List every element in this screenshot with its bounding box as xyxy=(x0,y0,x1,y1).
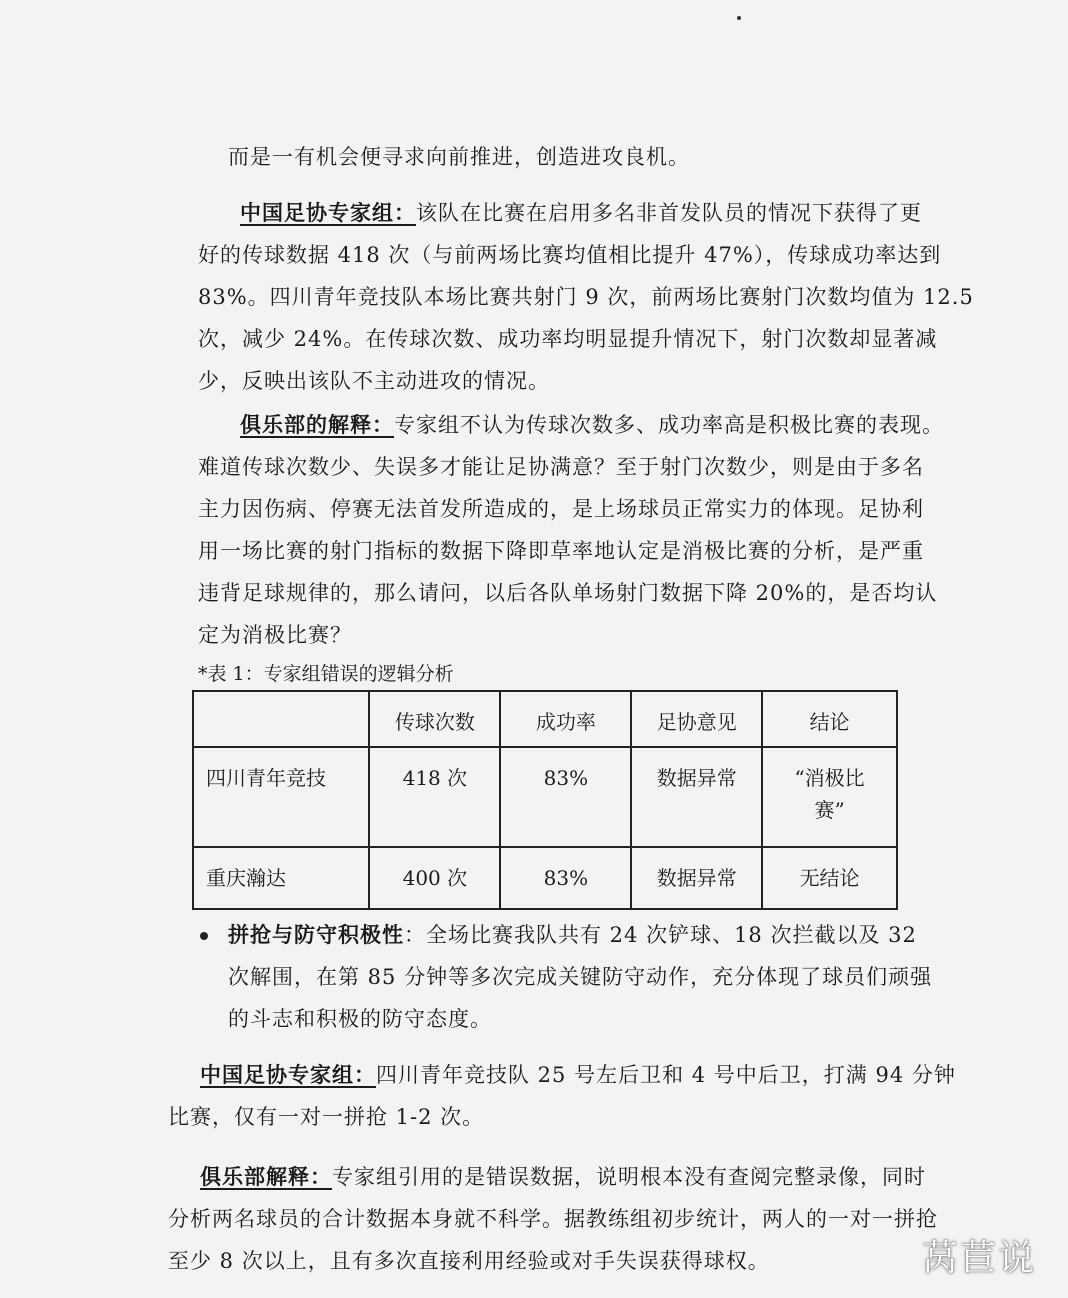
club-paragraph-1-line: 俱乐部的解释：专家组不认为传球次数多、成功率高是积极比赛的表现。 xyxy=(240,412,944,437)
table-cell: 83% xyxy=(500,747,631,847)
expert-paragraph-1-line: 83%。四川青年竞技队本场比赛共射门 9 次，前两场比赛射门次数均值为 12.5 xyxy=(198,285,974,309)
expert-paragraph-1-line: 次，减少 24%。在传球次数、成功率均明显提升情况下，射门次数却显著减 xyxy=(198,327,938,351)
club-paragraph-2-line: 至少 8 次以上，且有多次直接利用经验或对手失误获得球权。 xyxy=(168,1249,770,1273)
club-paragraph-2-line: 分析两名球员的合计数据本身就不科学。据教练组初步统计，两人的一对一拼抢 xyxy=(168,1207,938,1231)
bullet-line: 拼抢与防守积极性：全场比赛我队共有 24 次铲球、18 次拦截以及 32 xyxy=(228,922,917,947)
club-paragraph-1-line: 主力因伤病、停赛无法首发所造成的，是上场球员正常实力的体现。足协利 xyxy=(198,497,924,521)
expert-label: 中国足协专家组： xyxy=(240,200,416,225)
expert-paragraph-1-line: 少，反映出该队不主动进攻的情况。 xyxy=(198,369,550,393)
bullet-label: 拼抢与防守积极性 xyxy=(228,922,404,947)
club-paragraph-1-line: 难道传球次数少、失误多才能让足协满意？至于射门次数少，则是由于多名 xyxy=(198,455,924,479)
expert-paragraph-1-line: 好的传球数据 418 次（与前两场比赛均值相比提升 47%），传球成功率达到 xyxy=(198,243,942,267)
table-cell: 数据异常 xyxy=(631,747,762,847)
club-label: 俱乐部的解释： xyxy=(240,412,394,437)
expert-paragraph-2-line: 中国足协专家组：四川青年竞技队 25 号左后卫和 4 号中后卫，打满 94 分钟 xyxy=(200,1062,956,1087)
table-row xyxy=(193,847,897,909)
club-paragraph-1-line: 违背足球规律的，那么请问，以后各队单场射门数据下降 20%的，是否均认 xyxy=(198,581,938,605)
watermark: 莴苣说 xyxy=(922,1238,1037,1279)
expert-paragraph-2-line: 比赛，仅有一对一拼抢 1-2 次。 xyxy=(168,1105,485,1129)
bullet-line: 的斗志和积极的防守态度。 xyxy=(228,1007,492,1031)
table-cell: 400 次 xyxy=(369,847,500,909)
table-cell: 83% xyxy=(500,847,631,909)
table-cell: 无结论 xyxy=(762,847,897,909)
table-header-cell: 成功率 xyxy=(500,691,631,747)
table-cell: 四川青年竞技 xyxy=(193,747,369,847)
table-cell: “消极比 赛” xyxy=(762,747,897,847)
table-row xyxy=(193,747,897,847)
bullet-dot xyxy=(200,932,208,940)
expert-paragraph-1-line: 中国足协专家组：该队在比赛在启用多名非首发队员的情况下获得了更 xyxy=(240,200,922,225)
table-header-cell: 结论 xyxy=(762,691,897,747)
bullet-line: 次解围，在第 85 分钟等多次完成关键防守动作，充分体现了球员们顽强 xyxy=(228,965,933,989)
table-caption: *表 1：专家组错误的逻辑分析 xyxy=(198,663,454,685)
stray-mark xyxy=(737,16,741,20)
table-cell: 418 次 xyxy=(369,747,500,847)
comparison-table xyxy=(192,690,898,910)
club-paragraph-1-line: 定为消极比赛？ xyxy=(198,623,352,647)
table-header-row xyxy=(193,691,897,747)
table-header-cell: 传球次数 xyxy=(369,691,500,747)
club-label: 俱乐部解释： xyxy=(200,1164,332,1189)
table-header-cell: 足协意见 xyxy=(631,691,762,747)
table-header-cell xyxy=(193,691,369,747)
para-continuation: 而是一有机会便寻求向前推进，创造进攻良机。 xyxy=(228,145,690,169)
expert-label: 中国足协专家组： xyxy=(200,1062,376,1087)
table-cell: 重庆瀚达 xyxy=(193,847,369,909)
club-paragraph-2-line: 俱乐部解释：专家组引用的是错误数据，说明根本没有查阅完整录像，同时 xyxy=(200,1164,926,1189)
table-cell: 数据异常 xyxy=(631,847,762,909)
club-paragraph-1-line: 用一场比赛的射门指标的数据下降即草率地认定是消极比赛的分析，是严重 xyxy=(198,539,924,563)
